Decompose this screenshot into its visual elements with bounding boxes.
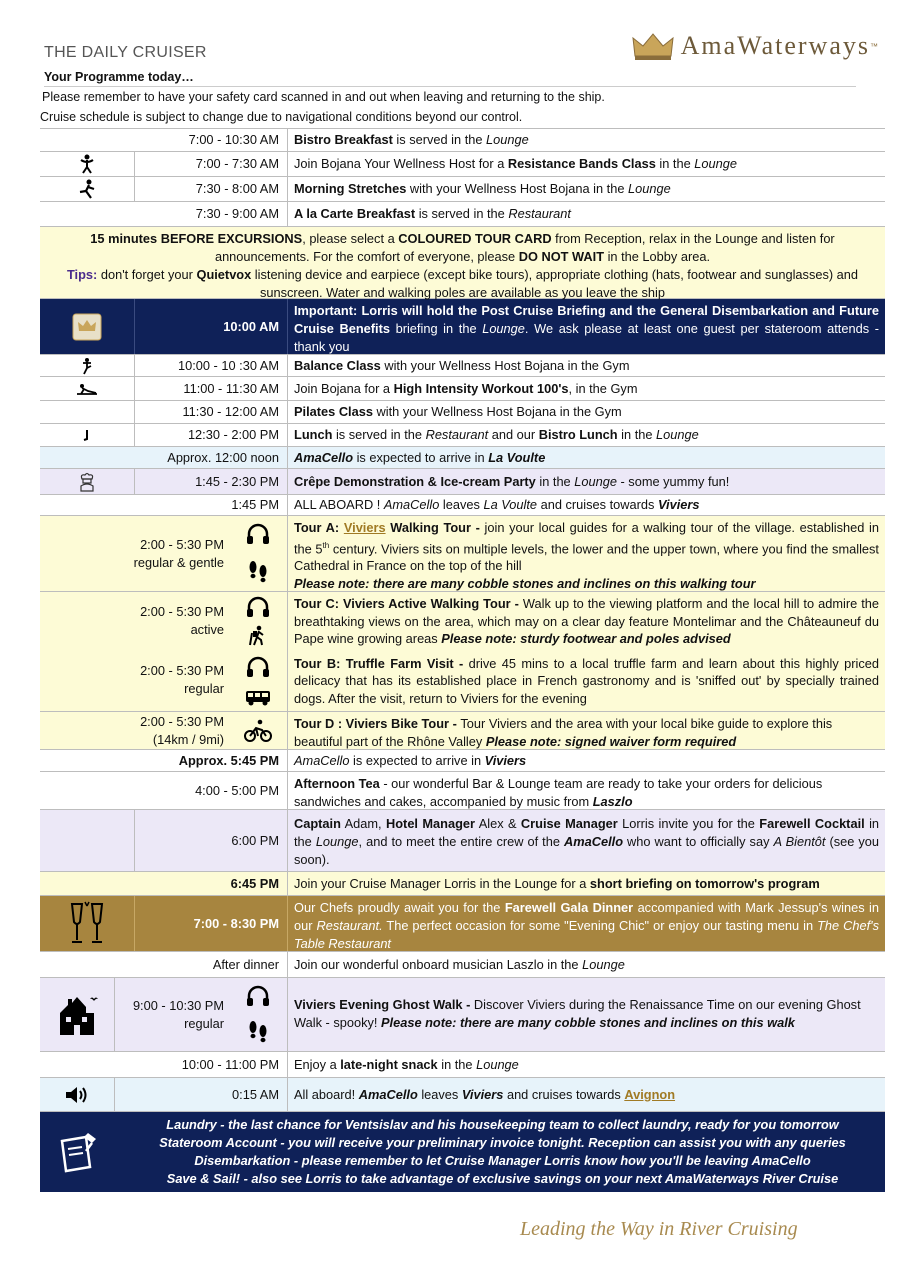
programme-heading: Your Programme today… — [44, 70, 194, 84]
row-description: Lunch is served in the Restaurant and our Bistro Lunch in the Lounge — [294, 427, 699, 442]
laundry-note: Laundry - the last chance for Ventsislav and his housekeeping team to collect laundry, ready for you tomorrow — [166, 1117, 839, 1132]
excursion-notice: 15 minutes BEFORE EXCURSIONS, please select a COLOURED TOUR CARD from Reception, relax in the Lounge and listen for announcements. For the comfort of everyone, please DO NOT WAIT in the Lobby area. Tips: don't forget your Quietvox listening device and earpiece (except bike tours), appropriate clothing (hats, footwear and sunglasses) and sunscreen. Water and walking poles are available as you leave the ship — [40, 227, 885, 299]
tour-time: 2:00 - 5:30 PM (14km / 9mi) — [140, 713, 224, 747]
row-time: 4:00 - 5:00 PM — [40, 772, 288, 809]
ghost-walk-row — [40, 978, 885, 1052]
schedule-row — [40, 401, 885, 424]
row-time: 0:15 AM — [115, 1078, 288, 1111]
tour-time: 2:00 - 5:30 PM active — [140, 603, 224, 637]
workout-icon — [40, 377, 135, 400]
resistance-band-icon — [40, 152, 135, 176]
schedule-row-important — [40, 299, 885, 355]
row-time: 10:00 - 10 :30 AM — [135, 355, 288, 376]
tour-time: 2:00 - 5:30 PM regular — [140, 663, 224, 697]
crown-icon — [631, 30, 675, 62]
tour-icons — [228, 592, 288, 650]
notepad-icon — [40, 1131, 120, 1173]
tour-description: Tour D : Viviers Bike Tour - Tour Viviers and the area with your local bike guide to explore this beautiful part of the Rhône Valley Please note: signed waiver form required — [294, 716, 833, 749]
tour-description: Tour C: Viviers Active Walking Tour - Walk up to the viewing platform and the local hill to admire the breathtaking views on the area, which may on a clear day feature Montelimar and the Châteauneuf du Pape wine growing areas Please note: sturdy footwear and poles advised — [294, 596, 879, 646]
tour-icons — [228, 712, 288, 749]
schedule-note: Cruise schedule is subject to change due to navigational conditions beyond our control. — [40, 110, 523, 124]
row-time: 7:00 - 8:30 PM — [135, 896, 288, 951]
row-time: 11:00 - 11:30 AM — [135, 377, 288, 400]
row-description: A la Carte Breakfast is served in the Restaurant — [294, 206, 571, 221]
tour-time: 9:00 - 10:30 PM regular — [132, 997, 224, 1031]
newsletter-title: THE DAILY CRUISER — [44, 44, 207, 61]
row-description: All aboard! AmaCello leaves Viviers and cruises towards Avignon — [294, 1086, 676, 1102]
schedule-row — [40, 772, 885, 810]
schedule-row — [40, 377, 885, 401]
row-description: Join your Cruise Manager Lorris in the Lounge for a short briefing on tomorrow's program — [294, 875, 820, 891]
schedule-row — [40, 177, 885, 202]
row-time: 10:00 - 11:00 PM — [40, 1052, 288, 1077]
footprints-icon — [246, 559, 270, 585]
header-divider — [44, 86, 856, 87]
headphones-icon — [245, 522, 271, 546]
info-footer — [40, 1112, 885, 1192]
headphones-icon — [245, 655, 271, 679]
row-description: Join Bojana Your Wellness Host for a Resistance Bands Class in the Lounge — [294, 156, 737, 171]
schedule-row — [40, 872, 885, 896]
safety-note: Please remember to have your safety card scanned in and out when leaving and returning to the ship. — [42, 90, 605, 104]
schedule-row — [40, 355, 885, 377]
row-time: 7:30 - 9:00 AM — [40, 202, 288, 226]
schedule-row — [40, 469, 885, 495]
row-time: 7:00 - 10:30 AM — [40, 129, 288, 151]
row-description: Crêpe Demonstration & Ice-cream Party in the Lounge - some yummy fun! — [294, 473, 730, 489]
tour-description: Viviers Evening Ghost Walk - Discover Viviers during the Renaissance Time on our evening Ghost Walk - spooky! Please note: there are many cobble stones and inclines on this walk — [294, 997, 861, 1030]
cyclist-icon — [244, 719, 272, 743]
schedule-row — [40, 810, 885, 872]
schedule-row — [40, 750, 885, 772]
avignon-link[interactable]: Avignon — [624, 1086, 676, 1102]
tour-row — [40, 592, 885, 712]
brand-logo: AmaWaterways ™ — [631, 30, 878, 62]
ama-crest-icon — [40, 299, 135, 354]
stretching-icon — [40, 177, 135, 201]
row-description: Balance Class with your Wellness Host Bojana in the Gym — [294, 357, 630, 373]
pilates-icon — [40, 424, 135, 446]
schedule-row — [40, 202, 885, 227]
row-description: ALL ABOARD ! AmaCello leaves La Voulte and cruises towards Viviers — [294, 497, 700, 512]
row-time: 11:30 - 12:00 AM — [135, 401, 288, 423]
tour-description: Tour A: Viviers Walking Tour - join your local guides for a walking tour of the village. established in the 5th century. Viviers sits on multiple levels, the lower and the upper town, where you find the smallest Cathedral in France on the top of the hill Please note: there are many cobble stones and inclines on this walking tour — [294, 520, 880, 591]
schedule-row-gala — [40, 896, 885, 952]
schedule-row — [40, 424, 885, 447]
row-time: 7:00 - 7:30 AM — [135, 152, 288, 176]
disembarkation-note: Disembarkation - please remember to let Cruise Manager Lorris know how you'll be leaving AmaCello — [194, 1153, 811, 1168]
row-description: AmaCello is expected to arrive in Viviers — [294, 752, 527, 768]
bus-icon — [245, 690, 271, 706]
row-description: Afternoon Tea - our wonderful Bar & Lounge team are ready to take your orders for delicious sandwiches and cakes, accompanied by music from Laszlo — [294, 776, 823, 809]
schedule-table — [40, 128, 885, 1192]
row-description: Join Bojana for a High Intensity Workout 100's, in the Gym — [294, 380, 638, 396]
champagne-glasses-icon — [40, 896, 135, 951]
viviers-link[interactable]: Viviers — [343, 520, 386, 535]
row-description: Enjoy a late-night snack in the Lounge — [294, 1056, 519, 1072]
hiker-icon — [248, 625, 268, 647]
tour-description: Tour B: Truffle Farm Visit - drive 45 mins to a local truffle farm and learn about this highly priced delicacy that has its established place in French gastronomy and is 'sniffed out' by specially trained dogs. After the visit, return to Viviers for the evening — [294, 655, 879, 706]
tagline: Leading the Way in River Cruising — [520, 1218, 798, 1240]
tour-icons — [228, 650, 288, 711]
schedule-row — [40, 447, 885, 469]
icon-placeholder — [40, 401, 135, 423]
schedule-row — [40, 152, 885, 177]
schedule-row — [40, 128, 885, 152]
row-description: Bistro Breakfast is served in the Lounge — [294, 132, 529, 147]
schedule-row — [40, 1078, 885, 1112]
headphones-icon — [245, 984, 271, 1008]
row-description: Join our wonderful onboard musician Laszlo in the Lounge — [294, 956, 625, 972]
row-time: After dinner — [40, 952, 288, 977]
save-sail-note: Save & Sail! - also see Lorris to take advantage of exclusive savings on your next AmaWaterways River Cruise — [166, 1171, 839, 1186]
row-time: 6:45 PM — [40, 872, 288, 895]
footprints-icon — [246, 1019, 270, 1045]
row-description: Important: Lorris will hold the Post Cruise Briefing and the General Disembarkation and Future Cruise Benefits briefing in the Lounge. We ask please at least one guest per stateroom attends - thank you — [294, 303, 879, 354]
row-time: 10:00 AM — [135, 299, 288, 354]
schedule-row — [40, 952, 885, 978]
tour-icons — [228, 978, 288, 1051]
chef-icon — [40, 469, 135, 494]
row-time: 12:30 - 2:00 PM — [135, 424, 288, 446]
row-time: 6:00 PM — [135, 810, 288, 871]
tour-icons — [228, 516, 288, 591]
balance-pose-icon — [40, 355, 135, 376]
row-description: Morning Stretches with your Wellness Host Bojana in the Lounge — [294, 181, 671, 196]
stateroom-note: Stateroom Account - you will receive your preliminary invoice tonight. Reception can assist you with any queries — [159, 1135, 846, 1150]
row-time: 1:45 PM — [40, 495, 288, 515]
row-description: Our Chefs proudly await you for the Farewell Gala Dinner accompanied with Mark Jessup's wines in our Restaurant. The perfect occasion for some "Evening Chic" or enjoy our tasting menu in The Chef's Table Restaurant — [294, 900, 879, 951]
row-time: Approx. 5:45 PM — [40, 750, 288, 771]
row-time: 1:45 - 2:30 PM — [135, 469, 288, 494]
brand-name: AmaWaterways — [680, 31, 870, 60]
tour-row — [40, 516, 885, 592]
tour-row — [40, 712, 885, 750]
tour-time: 2:00 - 5:30 PM regular & gentle — [133, 536, 224, 570]
row-description: AmaCello is expected to arrive in La Voulte — [294, 449, 546, 465]
row-description: Pilates Class with your Wellness Host Bojana in the Gym — [294, 404, 622, 419]
row-description: Captain Adam, Hotel Manager Alex & Cruise Manager Lorris invite you for the Farewell Cocktail in the Lounge, and to meet the entire crew of the AmaCello who want to officially say A Bientôt (see you soon). — [294, 816, 880, 867]
schedule-row — [40, 1052, 885, 1078]
row-time: 7:30 - 8:00 AM — [135, 177, 288, 201]
headphones-icon — [245, 595, 271, 619]
schedule-row — [40, 495, 885, 516]
haunted-house-icon — [40, 978, 115, 1051]
icon-placeholder — [40, 810, 135, 871]
row-time: Approx. 12:00 noon — [40, 447, 288, 468]
speaker-icon — [40, 1078, 115, 1111]
